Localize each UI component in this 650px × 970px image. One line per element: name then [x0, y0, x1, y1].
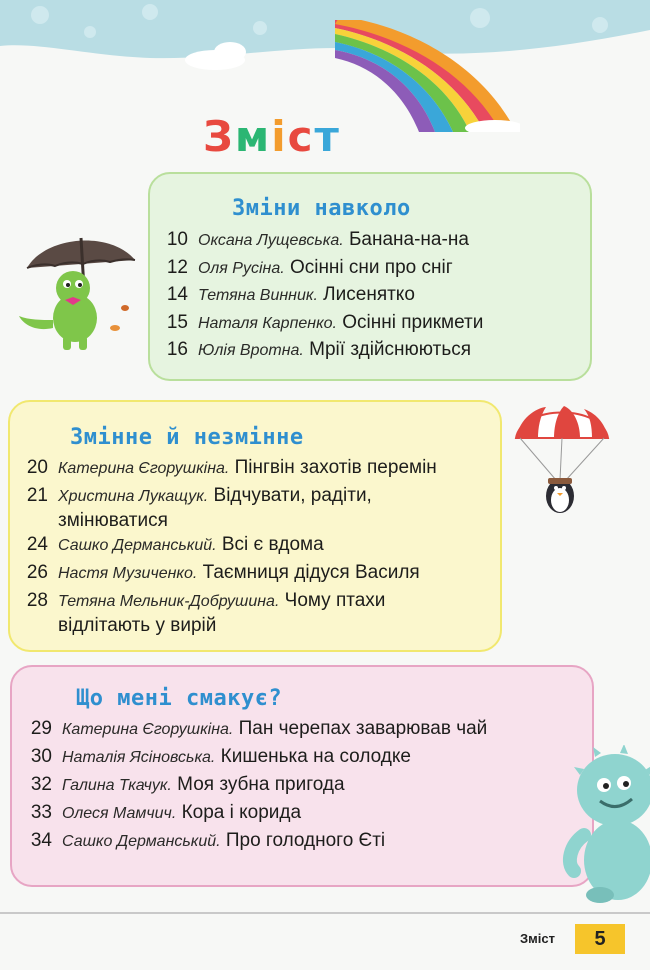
toc-entry[interactable]	[158, 283, 415, 308]
footer-section-label: Зміст	[520, 931, 555, 946]
entry-author: Наталя Карпенко.	[198, 315, 337, 332]
toc-entry[interactable]	[158, 338, 471, 363]
page-title	[203, 112, 341, 161]
page-title-letter: с	[287, 112, 315, 161]
page-title-letter: м	[234, 112, 272, 161]
toc-entry[interactable]	[22, 717, 487, 742]
page-number: 33	[30, 802, 52, 823]
entry-author: Олеся Мамчич.	[62, 805, 177, 822]
toc-entry[interactable]	[22, 745, 411, 770]
entry-title: Пан черепах заварював чай	[238, 718, 488, 739]
section-heading: Змінне й незмінне	[70, 425, 304, 450]
entry-title: Про голодного Єті	[225, 830, 386, 851]
entry-author: Христина Лукащук.	[58, 488, 209, 505]
dinosaur-umbrella-illustration	[15, 228, 145, 358]
entry-title: Всі є вдома	[221, 534, 324, 555]
entry-title: Осінні прикмети	[342, 312, 484, 333]
entry-author: Юлія Вротна.	[198, 342, 304, 359]
page-title-letter: т	[314, 112, 341, 161]
page-number: 16	[166, 339, 188, 360]
page-number: 28	[26, 590, 48, 611]
toc-entry[interactable]	[18, 533, 324, 558]
entry-author: Тетяна Мельник-Добрушина.	[58, 593, 280, 610]
page-number: 26	[26, 562, 48, 583]
entry-author: Сашко Дерманський.	[58, 537, 217, 554]
page-number: 10	[166, 229, 188, 250]
page-number: 15	[166, 312, 188, 333]
rainbow-illustration	[335, 20, 520, 132]
entry-title: Чому птахи	[284, 590, 386, 611]
entry-author: Катерина Єгорушкіна.	[58, 460, 230, 477]
entry-author: Наталія Ясіновська.	[62, 749, 216, 766]
toc-entry[interactable]	[158, 311, 483, 336]
page-number: 14	[166, 284, 188, 305]
entry-title: Осінні сни про сніг	[289, 257, 453, 278]
entry-author: Настя Музиченко.	[58, 565, 198, 582]
entry-author: Катерина Єгорушкіна.	[62, 721, 234, 738]
entry-author: Галина Ткачук.	[62, 777, 172, 794]
yeti-illustration	[560, 745, 650, 905]
page-number: 30	[30, 746, 52, 767]
section-heading: Зміни навколо	[232, 196, 411, 221]
toc-entry[interactable]	[158, 228, 469, 253]
page-number: 21	[26, 485, 48, 506]
entry-title: Таємниця дідуся Василя	[202, 562, 420, 583]
page-number: 20	[26, 457, 48, 478]
toc-entry[interactable]	[18, 484, 372, 533]
footer-divider	[0, 912, 650, 914]
entry-author: Сашко Дерманський.	[62, 833, 221, 850]
toc-entry[interactable]	[158, 256, 453, 281]
toc-entry[interactable]	[22, 829, 385, 854]
section-heading: Що мені смакує?	[76, 686, 283, 711]
entry-title-continuation: відлітають у вирій	[58, 615, 217, 636]
entry-title: Моя зубна пригода	[177, 774, 345, 795]
sky-background	[0, 0, 650, 100]
toc-entry[interactable]	[18, 589, 385, 638]
toc-entry[interactable]	[22, 801, 301, 826]
toc-entry[interactable]	[18, 561, 420, 586]
toc-entry[interactable]	[18, 456, 437, 481]
entry-title: Відчувати, радіти,	[213, 485, 372, 506]
entry-title-continuation: змінюватися	[58, 510, 168, 531]
entry-title: Лисенятко	[323, 284, 415, 305]
entry-title: Кишенька на солодке	[220, 746, 411, 767]
page-number: 29	[30, 718, 52, 739]
page-title-letter: і	[271, 112, 288, 161]
entry-title: Банана-на-на	[348, 229, 469, 250]
page-number-badge: 5	[575, 924, 625, 954]
toc-entry[interactable]	[22, 773, 345, 798]
page-number: 12	[166, 257, 188, 278]
entry-author: Оля Русіна.	[198, 260, 285, 277]
entry-author: Тетяна Винник.	[198, 287, 318, 304]
page-number: 34	[30, 830, 52, 851]
entry-title: Пінгвін захотів перемін	[234, 457, 437, 478]
entry-title: Кора і корида	[181, 802, 302, 823]
page-number: 32	[30, 774, 52, 795]
entry-title: Мрії здійснюються	[309, 339, 472, 360]
page-title-letter: З	[203, 112, 235, 161]
entry-author: Оксана Лущевська.	[198, 232, 344, 249]
penguin-parachute-illustration	[512, 400, 612, 520]
page-number: 24	[26, 534, 48, 555]
